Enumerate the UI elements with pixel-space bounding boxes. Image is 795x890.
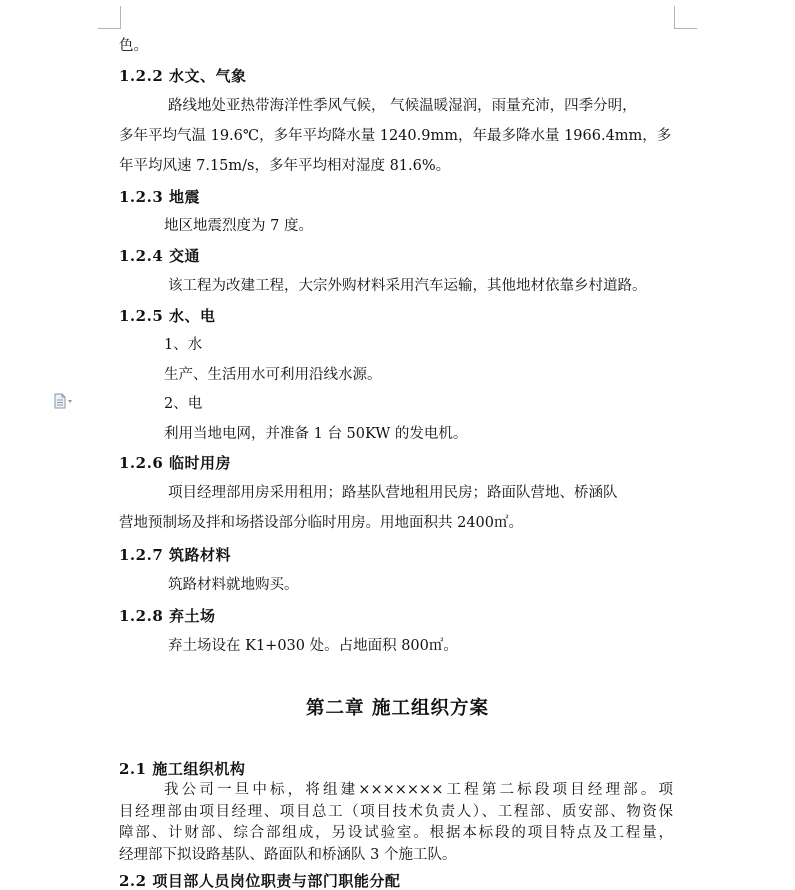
text-line: 色。 [119,38,148,54]
paragraph-organization-line2: 目经理部由项目经理、项目总工（项目技术负责人）、工程部、质安部、物资保 [119,804,673,820]
paragraph-traffic: 该工程为改建工程，大宗外购材料采用汽车运输，其他地材依靠乡村道路。 [168,278,647,294]
paragraph-temp-housing-line2: 营地预制场及拌和场搭设部分临时用房。用地面积共 2400㎡。 [119,515,524,531]
chapter-title: 第二章 施工组织方案 [306,698,489,719]
list-item-power-title: 2、电 [164,396,203,412]
section-heading-1-2-8: 1.2.8 弃土场 [119,607,216,625]
page-corner-mark-top-right [674,6,697,29]
section-heading-2-1: 2.1 施工组织机构 [119,760,246,778]
paragraph-temp-housing-line1: 项目经理部用房采用租用；路基队营地租用民房；路面队营地、桥涵队 [168,485,618,501]
paragraph-hydrology-line3: 年平均风速 7.15m/s，多年平均相对湿度 81.6%。 [119,158,451,174]
section-heading-1-2-2: 1.2.2 水文、气象 [119,67,247,85]
list-item-power-text: 利用当地电网，并准备 1 台 50KW 的发电机。 [164,426,468,442]
list-item-water-text: 生产、生活用水可利用沿线水源。 [164,367,382,383]
page-corner-mark-top-left [98,6,121,29]
section-heading-1-2-5: 1.2.5 水、电 [119,307,216,325]
list-item-water-title: 1、水 [164,337,203,353]
paragraph-organization-line1: 我公司一旦中标，将组建×××××××工程第二标段项目经理部。项 [164,782,673,798]
section-heading-1-2-6: 1.2.6 临时用房 [119,454,231,472]
paragraph-hydrology-line2: 多年平均气温 19.6℃，多年平均降水量 1240.9mm，年最多降水量 1966.4mm，多 [119,128,672,144]
paragraph-earthquake: 地区地震烈度为 7 度。 [164,218,313,234]
section-heading-1-2-7: 1.2.7 筑路材料 [119,546,231,564]
paragraph-spoil-ground: 弃土场设在 K1+030 处。占地面积 800㎡。 [168,638,458,654]
section-heading-1-2-3: 1.2.3 地震 [119,188,200,206]
paragraph-organization-line3: 障部、计财部、综合部组成，另设试验室。根据本标段的项目特点及工程量， [119,825,673,841]
section-heading-1-2-4: 1.2.4 交通 [119,247,200,265]
section-heading-2-2: 2.2 项目部人员岗位职责与部门职能分配 [119,872,401,890]
paragraph-options-icon[interactable] [53,393,75,409]
paragraph-road-materials: 筑路材料就地购买。 [168,577,299,593]
paragraph-organization-line4: 经理部下拟设路基队、路面队和桥涵队 3 个施工队。 [119,847,457,863]
paragraph-hydrology-line1: 路线地处亚热带海洋性季风气候， 气候温暖湿润，雨量充沛，四季分明， [168,98,637,114]
